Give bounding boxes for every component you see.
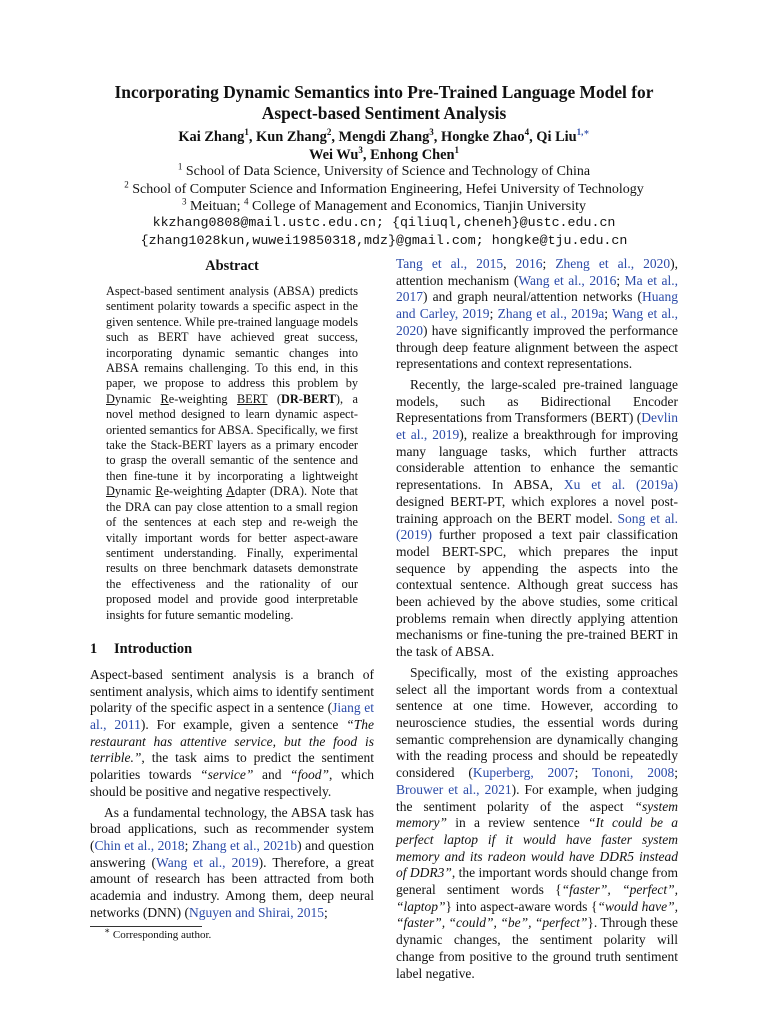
citation-link[interactable]: Chin et al., 2018 xyxy=(94,837,185,853)
affiliation-2 xyxy=(40,178,728,199)
citation-link[interactable]: Wang et al., 2020 xyxy=(396,306,678,338)
email-line-2: {zhang1028kun,wuwei19850318,mdz}@gmail.com; hongke@tju.edu.cn xyxy=(140,232,628,248)
left-column xyxy=(90,256,374,921)
author-name: Kai Zhang xyxy=(178,129,245,145)
citation-link[interactable]: Jiang et al., 2011 xyxy=(90,700,374,733)
affil-mark: 1 xyxy=(177,161,183,172)
citation-link[interactable]: Song et al. (2019) xyxy=(396,510,678,543)
citation-link[interactable]: Tononi, 2008 xyxy=(591,765,675,781)
affiliation-1 xyxy=(40,163,728,181)
abstract-text: Aspect-based sentiment analysis (ABSA) predicts sentiment polarity towards a specific aspect in the given sentence. While pre-trained language models such as BERT have achieved great success, incorporating dynamic semantic changes into ABSA remains challenging. To this end, in this paper, we propose to address this problem by Dynamic Re-weighting BERT (DR-BERT), a novel method designed to learn dynamic aspect-oriented semantics for ABSA. Specifically, we first take the Stack-BERT layers as a primary encoder to grasp the overall semantic of the sentence and then fine-tune it by incorporating a lightweight Dynamic Re-weighting Adapter (DRA). Note that the DRA can pay close attention to a small region of the sentences at each step and re-weigh the vitally important words for better aspect-aware sentiment understanding. Finally, experimental results on three benchmark datasets demonstrate the effectiveness and the rationality of our proposed model and provide good interpretable insights for future semantic modeling. xyxy=(106,284,358,622)
footnote-text: Corresponding author. xyxy=(110,929,212,941)
author-list xyxy=(40,128,728,164)
author-line-2: Wei Wu$^3$, Enhong Chen$^1$ xyxy=(308,145,460,163)
author-affil-mark: 2 xyxy=(326,127,332,138)
citation-link[interactable]: Zheng et al., 2020 xyxy=(555,256,671,271)
citation-link[interactable]: Zhang et al., 2021b xyxy=(191,837,298,853)
affil-text: Meituan; xyxy=(189,199,241,214)
author-affil-mark: 3 xyxy=(429,127,434,138)
intro-heading: 1 Introduction xyxy=(90,640,193,657)
citation-link[interactable]: Wang et al., 2016 xyxy=(518,272,617,288)
affil-mark: 4 xyxy=(244,196,249,207)
title-line-2: Aspect-based Sentiment Analysis xyxy=(261,103,507,123)
citation-link[interactable]: Ma et al., 2017 xyxy=(396,272,679,305)
author-name: Mengdi Zhang xyxy=(338,129,430,145)
intro-paragraph-2-cont: Tang et al., 2015, 2016; Zheng et al., 2020), attention mechanism (Wang et al., 2016; Ma et al., 2017) and graph neural/attention networks (Huang and Carley, 2019; Zhang et al., 2019a; Wang et al., 2020) have significantly improved the performance through deep feature alignment between the aspect representations and context representations. xyxy=(396,256,679,372)
author-line-1: Kai Zhang$^1$, Kun Zhang$^2$, Mengdi Zhang$^3$, Hongke Zhao$^4$, Qi Liu$^{1,∗}$ xyxy=(178,127,590,145)
intro-paragraph-2: As a fundamental technology, the ABSA task has broad applications, such as recommender system (Chin et al., 2018; Zhang et al., 2021b) and question answering (Wang et al., 2019). Therefore, a great amount of research has been attracted from both academia and industry. Among them, deep neural networks (DNN) (Nguyen and Shirai, 2015; xyxy=(90,804,374,920)
author-name: Enhong Chen xyxy=(370,147,455,163)
abstract-heading: Abstract xyxy=(205,258,259,274)
footnote-mark: ∗ xyxy=(104,925,111,936)
author-name: Kun Zhang xyxy=(256,129,327,145)
citation-link[interactable]: Huang and Carley, 2019 xyxy=(396,289,678,322)
author-affil-mark: 1 xyxy=(454,145,460,156)
affil-text: College of Management and Economics, Tianjin University xyxy=(252,199,587,214)
citation-link[interactable]: Tang et al., 2015 xyxy=(396,256,504,271)
citation-link[interactable]: Brouwer et al., 2021 xyxy=(396,781,512,797)
intro-paragraph-3: Recently, the large-scaled pre-trained language models, such as Bidirectional Encoder Representations from Transformers (BERT) (Devlin et al., 2019), realize a breakthrough for improving many language tasks, which further attracts considerable attention to enhance the semantic representations. In ABSA, Xu et al. (2019a) designed BERT-PT, which explores a novel post-training approach on the BERT model. Song et al. (2019) further proposed a text pair classification model BERT-SPC, which prepares the input sequence by appending the aspects into the contextual sentence. Although great success has been achieved by the above studies, some critical problems remain when directly applying attention mechanisms or fine-tuning the pre-trained BERT in the task of ABSA. xyxy=(396,376,679,660)
citation-link[interactable]: Devlin et al., 2019 xyxy=(396,410,678,443)
citation-link[interactable]: Kuperberg, 2007 xyxy=(472,765,575,781)
author-affil-mark: 3 xyxy=(358,145,363,156)
affiliation-3-4 xyxy=(40,198,728,216)
affil-text: School of Computer Science and Information Engineering, Hefei University of Technology xyxy=(132,181,644,197)
citation-link[interactable]: Xu et al. (2019a) xyxy=(563,477,679,493)
affil-mark: 2 xyxy=(124,178,129,189)
author-name: Wei Wu xyxy=(308,147,359,163)
author-name: Qi Liu xyxy=(536,129,577,145)
intro-paragraph-1: Aspect-based sentiment analysis is a branch of sentiment analysis, which aims to identify sentiment polarity of the specific aspect in a sentence (Jiang et al., 2011). For example, given a sentence “The restaurant has attentive service, but the food is terrible.”, the task aims to predict the sentiment polarities towards “service” and “food”, which should be positive and negative respectively. xyxy=(90,666,374,799)
citation-link[interactable]: Nguyen and Shirai, 2015 xyxy=(188,904,324,920)
author-affil-mark: 1 xyxy=(244,127,249,138)
intro-paragraph-4: Specifically, most of the existing approaches select all the important words from a contextual sentence at one time. However, according to neuroscience studies, the essential words during semantic comprehension are dynamically changing with the reading process and should be repeatedly considered (Kuperberg, 2007; Tononi, 2008; Brouwer et al., 2021). For example, when judging the sentiment polarity of the aspect “system memory” in a review sentence “It could be a perfect laptop if it would have faster system memory and its radeon would have DDR5 instead of DDR3”, the important words should change from general sentiment words {“faster”, “perfect”, “laptop”} into aspect-aware words {“would have”, “faster”, “could”, “be”, “perfect”}. Through these dynamic changes, the sentiment polarity will change from positive to the ground truth sentiment label negative. xyxy=(396,664,679,981)
citation-link[interactable]: Zhang et al., 2019a xyxy=(497,306,605,322)
author-affil-mark: 4 xyxy=(524,127,530,138)
citation-link[interactable]: Wang et al., 2019 xyxy=(156,854,259,870)
author-name: Hongke Zhao xyxy=(441,129,525,145)
citation-link[interactable]: 2016 xyxy=(515,256,543,271)
title-line-1: Incorporating Dynamic Semantics into Pre-Trained Language Model for xyxy=(114,82,654,102)
footnote xyxy=(104,925,212,942)
paper-title xyxy=(40,82,728,124)
author-emails xyxy=(40,214,728,249)
affil-text: School of Data Science, University of Science and Technology of China xyxy=(185,164,591,179)
affil-mark: 3 xyxy=(181,196,187,207)
right-column xyxy=(396,256,678,982)
email-line-1: kkzhang0808@mail.ustc.edu.cn; {qiliuql,cheneh}@ustc.edu.cn xyxy=(152,215,616,230)
affiliations xyxy=(40,163,728,216)
author-affil-mark[interactable]: 1,∗ xyxy=(576,127,590,138)
